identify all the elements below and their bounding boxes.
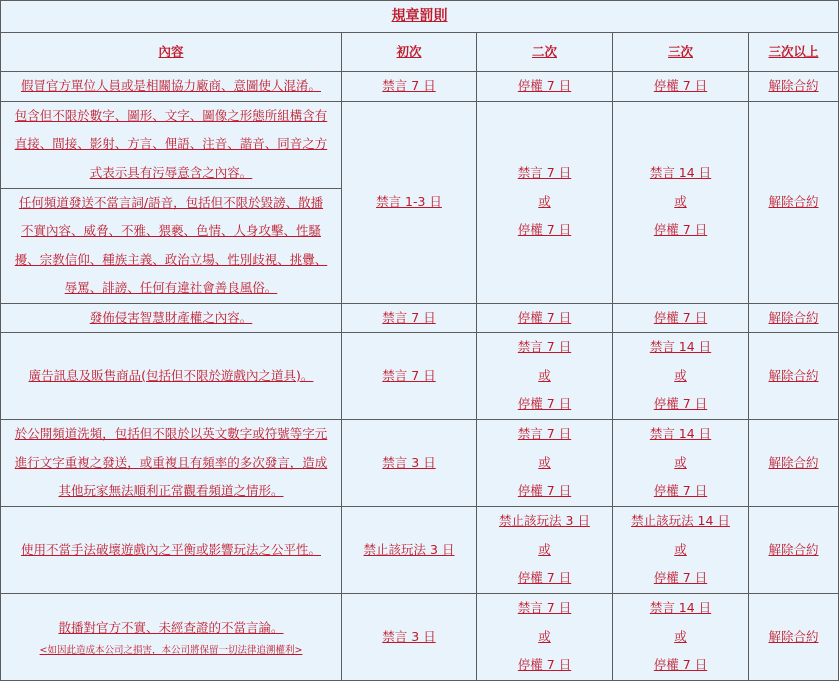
penalty-first: 禁言 3 日 [342, 420, 477, 507]
header-row [1, 33, 839, 72]
penalty-more: 解除合約 [749, 72, 839, 102]
rule-content: 任何頻道發送不當言詞/語音，包括但不限於毀謗、散播 不實內容、威脅、不雅、猥褻、色情、人身攻擊、性騷 擾、宗教信仰、種族主義、政治立場、性別歧視、挑釁、 辱罵、誹謗、任何有違社會善良風俗。 [1, 188, 342, 303]
penalty-third: 停權 7 日 [613, 72, 749, 102]
rule-content: 使用不當手法破壞遊戲內之平衡或影響玩法之公平性。 [1, 507, 342, 594]
header-content: 內容 [1, 33, 342, 72]
penalty-third: 禁止該玩法 14 日 或 停權 7 日 [613, 507, 749, 594]
rule-content: 包含但不限於數字、圖形、文字、圖像之形態所組構含有 直接、間接、影射、方言、俚語、注音、諧音、同音之方 式表示具有污辱意含之內容。 [1, 101, 342, 188]
header-more: 三次以上 [749, 33, 839, 72]
table-row [1, 507, 839, 594]
penalty-first: 禁止該玩法 3 日 [342, 507, 477, 594]
penalty-more: 解除合約 [749, 420, 839, 507]
penalty-third: 禁言 14 日 或 停權 7 日 [613, 101, 749, 303]
table-title: 規章罰則 [1, 1, 839, 33]
legal-note: <如因此造成本公司之損害，本公司將保留一切法律追溯權利> [39, 645, 303, 657]
table-row [1, 333, 839, 420]
header-third: 三次 [613, 33, 749, 72]
rule-content: 發佈侵害智慧財產權之內容。 [1, 303, 342, 333]
penalty-more: 解除合約 [749, 303, 839, 333]
table-row [1, 101, 839, 188]
table-row [1, 303, 839, 333]
rule-content: 於公開頻道洗頻，包括但不限於以英文數字或符號等字元 進行文字重複之發送，或重複且有頻率的多次發言，造成 其他玩家無法順利正常觀看頻道之情形。 [1, 420, 342, 507]
penalty-first: 禁言 7 日 [342, 72, 477, 102]
penalty-third: 禁言 14 日 或 停權 7 日 [613, 333, 749, 420]
rule-content: 假冒官方單位人員或是相關協力廠商、意圖使人混淆。 [1, 72, 342, 102]
title-row [1, 1, 839, 33]
penalty-first: 禁言 1-3 日 [342, 101, 477, 303]
penalty-more: 解除合約 [749, 507, 839, 594]
header-first: 初次 [342, 33, 477, 72]
penalty-third: 禁言 14 日 或 停權 7 日 [613, 594, 749, 681]
penalty-first: 禁言 7 日 [342, 333, 477, 420]
rule-content: 散播對官方不實、未經查證的不當言論。 <如因此造成本公司之損害，本公司將保留一切法律追溯權利> [1, 594, 342, 681]
table-row [1, 594, 839, 681]
penalty-first: 禁言 7 日 [342, 303, 477, 333]
table-row [1, 420, 839, 507]
penalty-second: 禁言 7 日 或 停權 7 日 [477, 101, 613, 303]
penalty-second: 禁止該玩法 3 日 或 停權 7 日 [477, 507, 613, 594]
rule-content: 廣告訊息及販售商品(包括但不限於遊戲內之道具)。 [1, 333, 342, 420]
table-row [1, 72, 839, 102]
penalty-first: 禁言 3 日 [342, 594, 477, 681]
penalty-second: 禁言 7 日 或 停權 7 日 [477, 594, 613, 681]
penalty-second: 禁言 7 日 或 停權 7 日 [477, 333, 613, 420]
penalty-more: 解除合約 [749, 101, 839, 303]
penalty-third: 停權 7 日 [613, 303, 749, 333]
penalty-second: 禁言 7 日 或 停權 7 日 [477, 420, 613, 507]
penalty-second: 停權 7 日 [477, 72, 613, 102]
penalty-second: 停權 7 日 [477, 303, 613, 333]
penalty-more: 解除合約 [749, 333, 839, 420]
penalty-third: 禁言 14 日 或 停權 7 日 [613, 420, 749, 507]
header-second: 二次 [477, 33, 613, 72]
penalty-more: 解除合約 [749, 594, 839, 681]
